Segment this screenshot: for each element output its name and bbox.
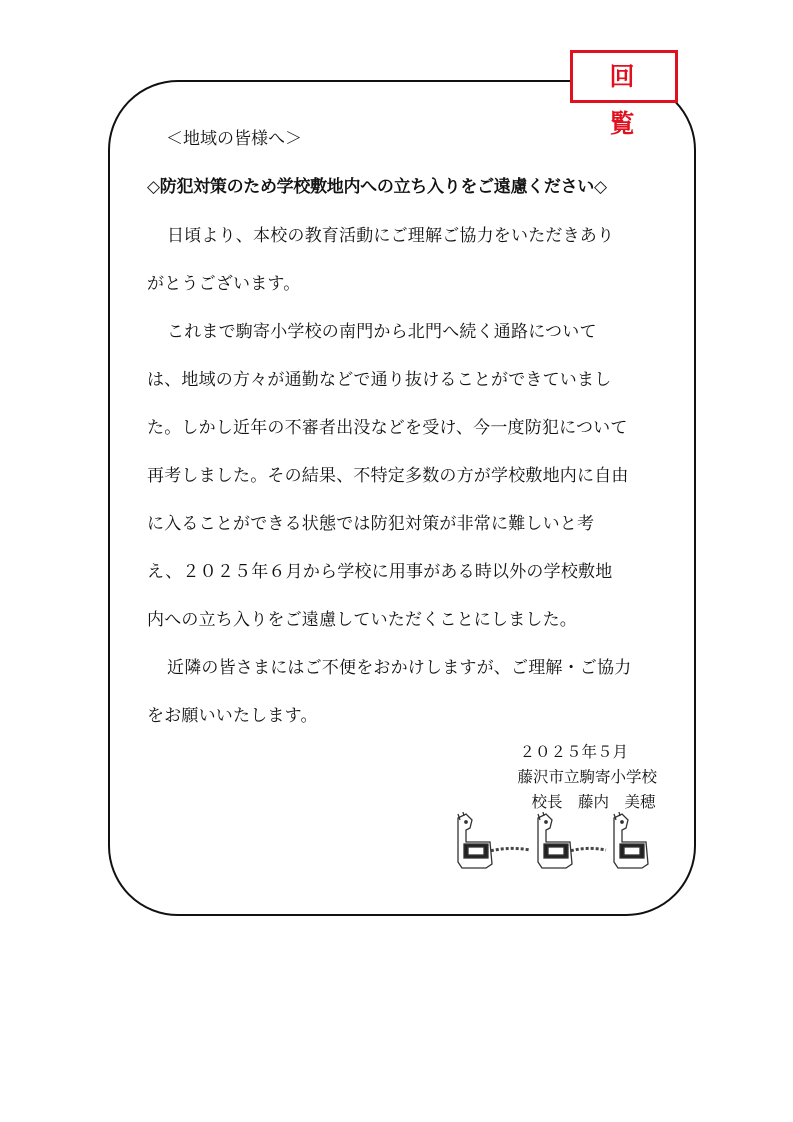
notice-body (147, 222, 667, 750)
notice-date: ２０２５年５月 (519, 743, 628, 761)
body-line: 内への立ち入りをご遠慮していただくことにしました。 (147, 610, 577, 630)
horse-toys-icon (446, 812, 666, 874)
school-name: 藤沢市立駒寄小学校 (517, 768, 657, 786)
body-line: に入ることができる状態では防犯対策が非常に難しいと考 (147, 514, 595, 534)
notice-headline: ◇防犯対策のため学校敷地内への立ち入りをご遠慮ください◇ (147, 177, 607, 197)
principal-name: 校長 藤内 美穂 (531, 793, 656, 811)
body-line: 日頃より、本校の教育活動にご理解ご協力をいただきあり (167, 226, 615, 246)
body-line: 近隣の皆さまにはご不便をおかけしますが、ご理解・ご協力 (167, 658, 632, 678)
body-line: がとうございます。 (147, 274, 301, 294)
body-line: これまで駒寄小学校の南門から北門へ続く通路について (167, 322, 597, 342)
body-line: をお願いいたします。 (147, 706, 318, 726)
body-line: た。しかし近年の不審者出没などを受け、今一度防犯について (147, 418, 628, 438)
salutation: ＜地域の皆様へ＞ (166, 129, 302, 149)
body-line: え、２０２５年６月から学校に用事がある時以外の学校敷地 (147, 562, 613, 582)
signature-block (517, 740, 657, 815)
body-line: は、地域の方々が通勤などで通り抜けることができていまし (147, 370, 612, 390)
body-line: 再考しました。その結果、不特定多数の方が学校敷地内に自由 (147, 466, 629, 486)
circulation-stamp: 回 覧 (570, 50, 678, 103)
